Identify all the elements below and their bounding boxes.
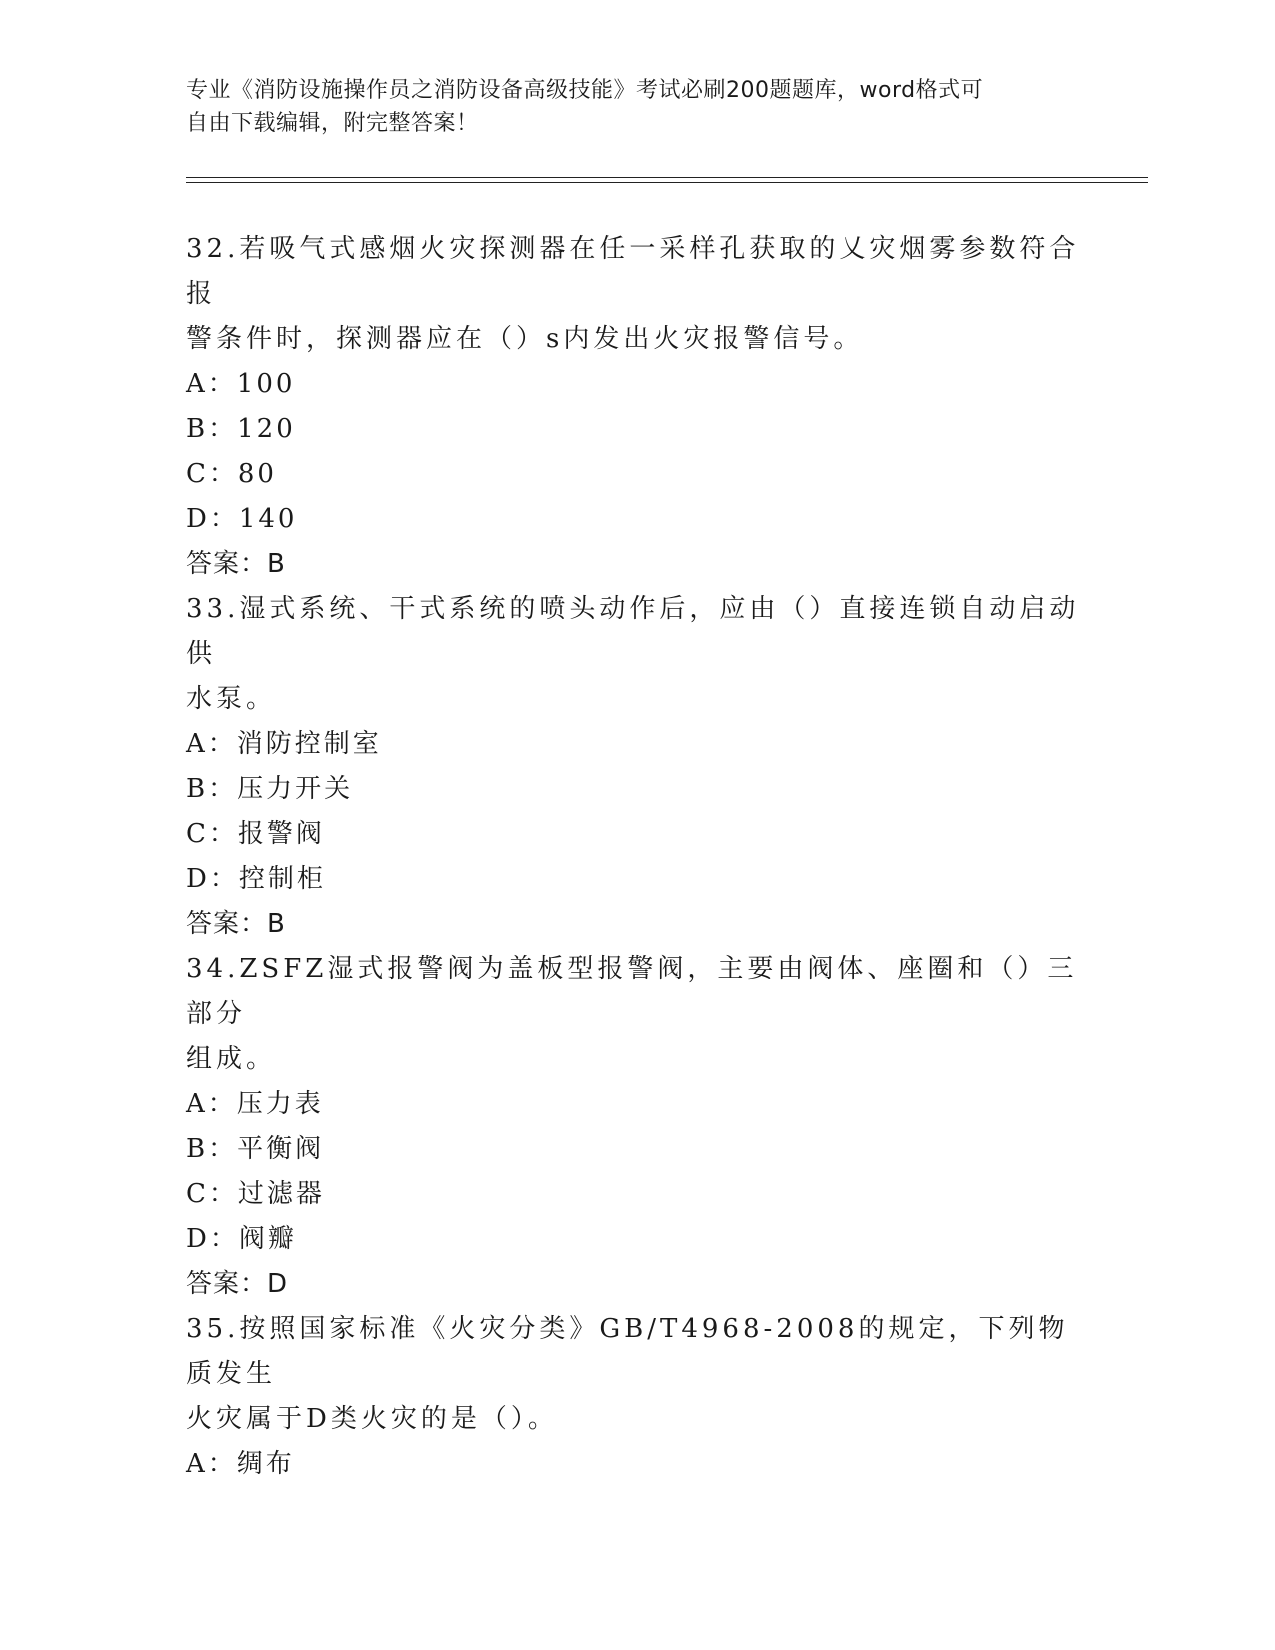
answer: 答案：B: [186, 549, 286, 579]
stem-line-1: 32.若吸气式感烟火灾探测器在任一采样孔获取的乂灾烟雾参数符合报: [186, 234, 1080, 309]
option-a: A：100: [186, 369, 296, 399]
question-stem: [186, 1307, 1086, 1442]
stem-line-2: 火灾属于D类火灾的是（）。: [186, 1404, 558, 1434]
option-a: A：压力表: [186, 1089, 324, 1119]
header-divider-bottom: [186, 182, 1148, 183]
question-33: [186, 587, 1086, 947]
option-b: B：平衡阀: [186, 1134, 325, 1164]
option-c: C：过滤器: [186, 1179, 325, 1209]
question-stem: [186, 587, 1086, 722]
option-c: C：报警阀: [186, 819, 325, 849]
question-stem: [186, 227, 1086, 362]
stem-line-2: 组成。: [186, 1044, 277, 1074]
option-d: D：阀瓣: [186, 1224, 297, 1254]
header-line-2: 自由下载编辑，附完整答案！: [186, 111, 479, 136]
header-line-1: 专业《消防设施操作员之消防设备高级技能》考试必刷200题题库，word格式可: [186, 78, 984, 103]
question-35: [186, 1307, 1086, 1487]
stem-line-1: 33.湿式系统、干式系统的喷头动作后，应由（）直接连锁自动启动供: [186, 594, 1080, 669]
answer: 答案：D: [186, 1269, 289, 1299]
question-stem: [186, 947, 1086, 1082]
stem-line-1: 34.ZSFZ湿式报警阀为盖板型报警阀，主要由阀体、座圈和（）三部分: [186, 954, 1078, 1029]
option-b: B：压力开关: [186, 774, 354, 804]
option-d: D：控制柜: [186, 864, 326, 894]
question-32: [186, 227, 1086, 587]
answer: 答案：B: [186, 909, 286, 939]
option-a: A：消防控制室: [186, 729, 382, 759]
document-header: [186, 74, 1066, 140]
option-b: B：120: [186, 414, 296, 444]
stem-line-2: 水泵。: [186, 684, 277, 714]
option-a: A：绸布: [186, 1449, 295, 1479]
option-c: C：80: [186, 459, 277, 489]
header-divider-top: [186, 177, 1148, 178]
option-d: D：140: [186, 504, 298, 534]
question-34: [186, 947, 1086, 1307]
stem-line-2: 警条件时，探测器应在（）s内发出火灾报警信号。: [186, 324, 864, 354]
stem-line-1: 35.按照国家标准《火灾分类》GB/T4968-2008的规定，下列物质发生: [186, 1314, 1069, 1389]
